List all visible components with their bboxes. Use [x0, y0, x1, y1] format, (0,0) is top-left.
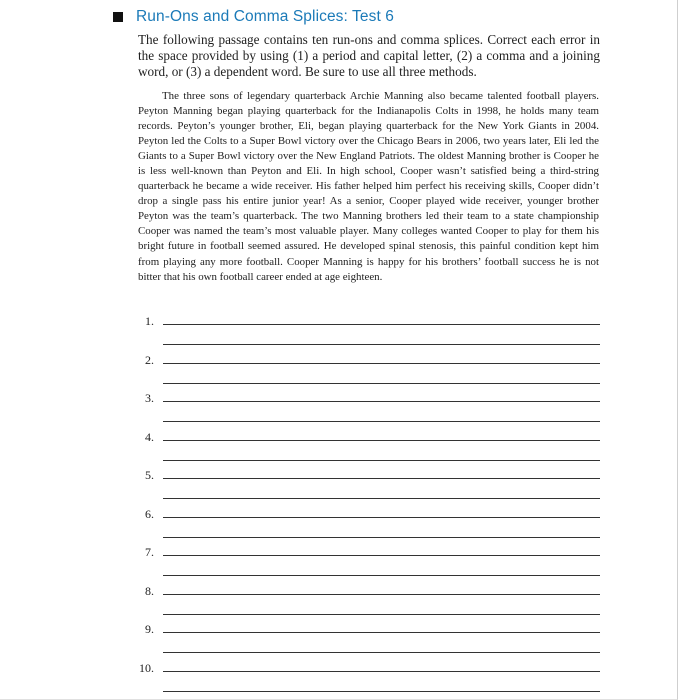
answer-number: 6. [145, 506, 154, 521]
answer-item [138, 582, 600, 620]
answer-number: 10. [139, 660, 154, 675]
answer-line[interactable] [163, 555, 600, 556]
answer-line[interactable] [163, 537, 600, 538]
answer-number: 5. [145, 468, 154, 482]
answer-line[interactable] [163, 498, 600, 499]
answer-item [138, 466, 600, 504]
answer-item [138, 351, 600, 389]
answer-item [138, 659, 600, 697]
answer-line[interactable] [163, 363, 600, 364]
answer-line[interactable] [163, 344, 600, 345]
answer-number: 9. [145, 622, 154, 636]
answer-number: 1. [145, 314, 154, 328]
answer-number: 7. [145, 545, 154, 559]
answer-number: 3. [145, 391, 154, 405]
answer-item [138, 312, 600, 350]
answer-item [138, 620, 600, 658]
answer-line[interactable] [163, 652, 600, 653]
instructions: The following passage contains ten run-ons and comma splices. Correct each error in the space provided by using (1) a period and capital letter, (2) a comma and a joining word, or (3) a dependent word. Be sure to use all three methods. [138, 32, 600, 80]
section-heading [113, 8, 394, 26]
answer-line[interactable] [163, 478, 600, 479]
answer-item [138, 543, 600, 581]
answer-line[interactable] [163, 324, 600, 325]
answer-line[interactable] [163, 594, 600, 595]
answer-number: 2. [145, 352, 154, 367]
answer-item [138, 505, 600, 543]
answer-number: 4. [145, 429, 154, 444]
section-title: Run-Ons and Comma Splices: Test 6 [136, 8, 395, 25]
answer-line[interactable] [163, 575, 600, 576]
answer-line[interactable] [163, 421, 600, 422]
answer-number: 8. [145, 583, 154, 598]
answer-line[interactable] [163, 460, 600, 461]
square-bullet-icon [113, 12, 123, 22]
answer-line[interactable] [163, 614, 600, 615]
answer-line[interactable] [163, 517, 600, 518]
answer-item [138, 428, 600, 466]
answer-line[interactable] [163, 671, 600, 672]
passage-text: The three sons of legendary quarterback Archie Manning also became talented football players. Peyton Manning began playing quarterback for the Indianapolis Colts in 1998, he holds many team records. Peyton’s younger brother, Eli, began playing quarterback for the New York Giants in 2004. Peyton led the Colts to a Super Bowl victory over the Chicago Bears in 2006, two years later, Eli led the Giants to a Super Bowl victory over the New England Patriots. The oldest Manning brother is Cooper he is less well-known than Peyton and Eli. In high school, Cooper wasn’t satisfied being a third-string quarterback he became a wide receiver. His father helped him perfect his receiving skills, Cooper didn’t drop a single pass his entire junior year! As a senior, Cooper played wide receiver, younger brother Peyton was the team’s quarterback. The two Manning brothers led their team to a state championship Cooper was named the team’s most valuable player. Many colleges wanted Cooper to play for them his bright future in football seemed assured. He developed spinal stenosis, this painful condition kept him from playing any more football. Cooper Manning is happy for his brothers’ football success he is not bitter that his own football career ended at age eighteen. [138, 90, 599, 283]
answer-line[interactable] [163, 632, 600, 633]
answer-line[interactable] [163, 383, 600, 384]
answer-line[interactable] [163, 401, 600, 402]
answer-item [138, 389, 600, 427]
answer-line[interactable] [163, 691, 600, 692]
answer-line[interactable] [163, 440, 600, 441]
